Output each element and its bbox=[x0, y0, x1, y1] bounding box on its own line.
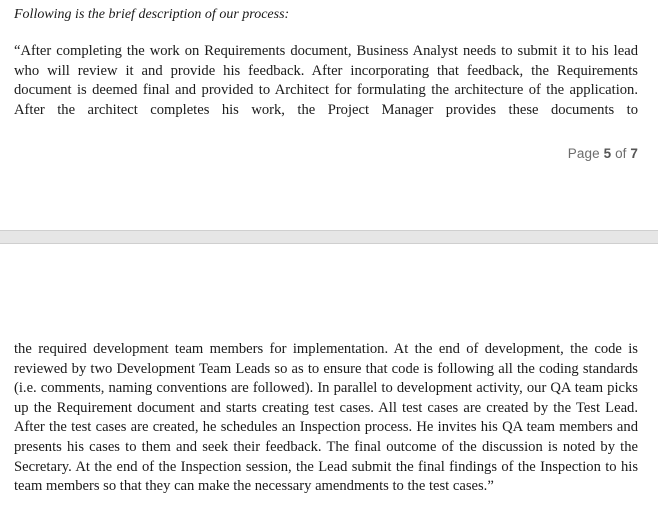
page-word: Page bbox=[567, 146, 600, 161]
process-paragraph-part2: the required development team members for implementation. At the end of development, the code is reviewed by two Development Team Leads so as to ensure that code is following all the coding standards (i.e. comments, naming conventions are followed). In parallel to development activity, our QA team picks up the Requirement document and starts creating test cases. All test cases are created by the Test Lead. After the test cases are created, he schedules an Inspection process. He invites his QA team members and presents his cases to them and seek their feedback. The final outcome of the discussion is noted by the Secretary. At the end of the Inspection session, the Lead submit the final findings of the Inspection to his team members so that they can make the necessary amendments to the test cases.” bbox=[14, 341, 638, 495]
page-break-separator bbox=[0, 230, 658, 244]
process-paragraph-part1: “After completing the work on Requirements document, Business Analyst needs to submit it to his lead who will review it and provide his feedback. After incorporating that feedback, the Requirements document is deemed final and provided to Architect for formulating the architecture of the application. After the architect completes his work, the Project Manager provides these documents to bbox=[14, 43, 638, 118]
of-word: of bbox=[615, 146, 627, 161]
page-number bbox=[568, 146, 638, 161]
total-pages: 7 bbox=[630, 146, 638, 161]
intro-heading: Following is the brief description of our process: bbox=[14, 7, 290, 22]
current-page: 5 bbox=[603, 146, 612, 161]
page-upper bbox=[0, 0, 658, 230]
